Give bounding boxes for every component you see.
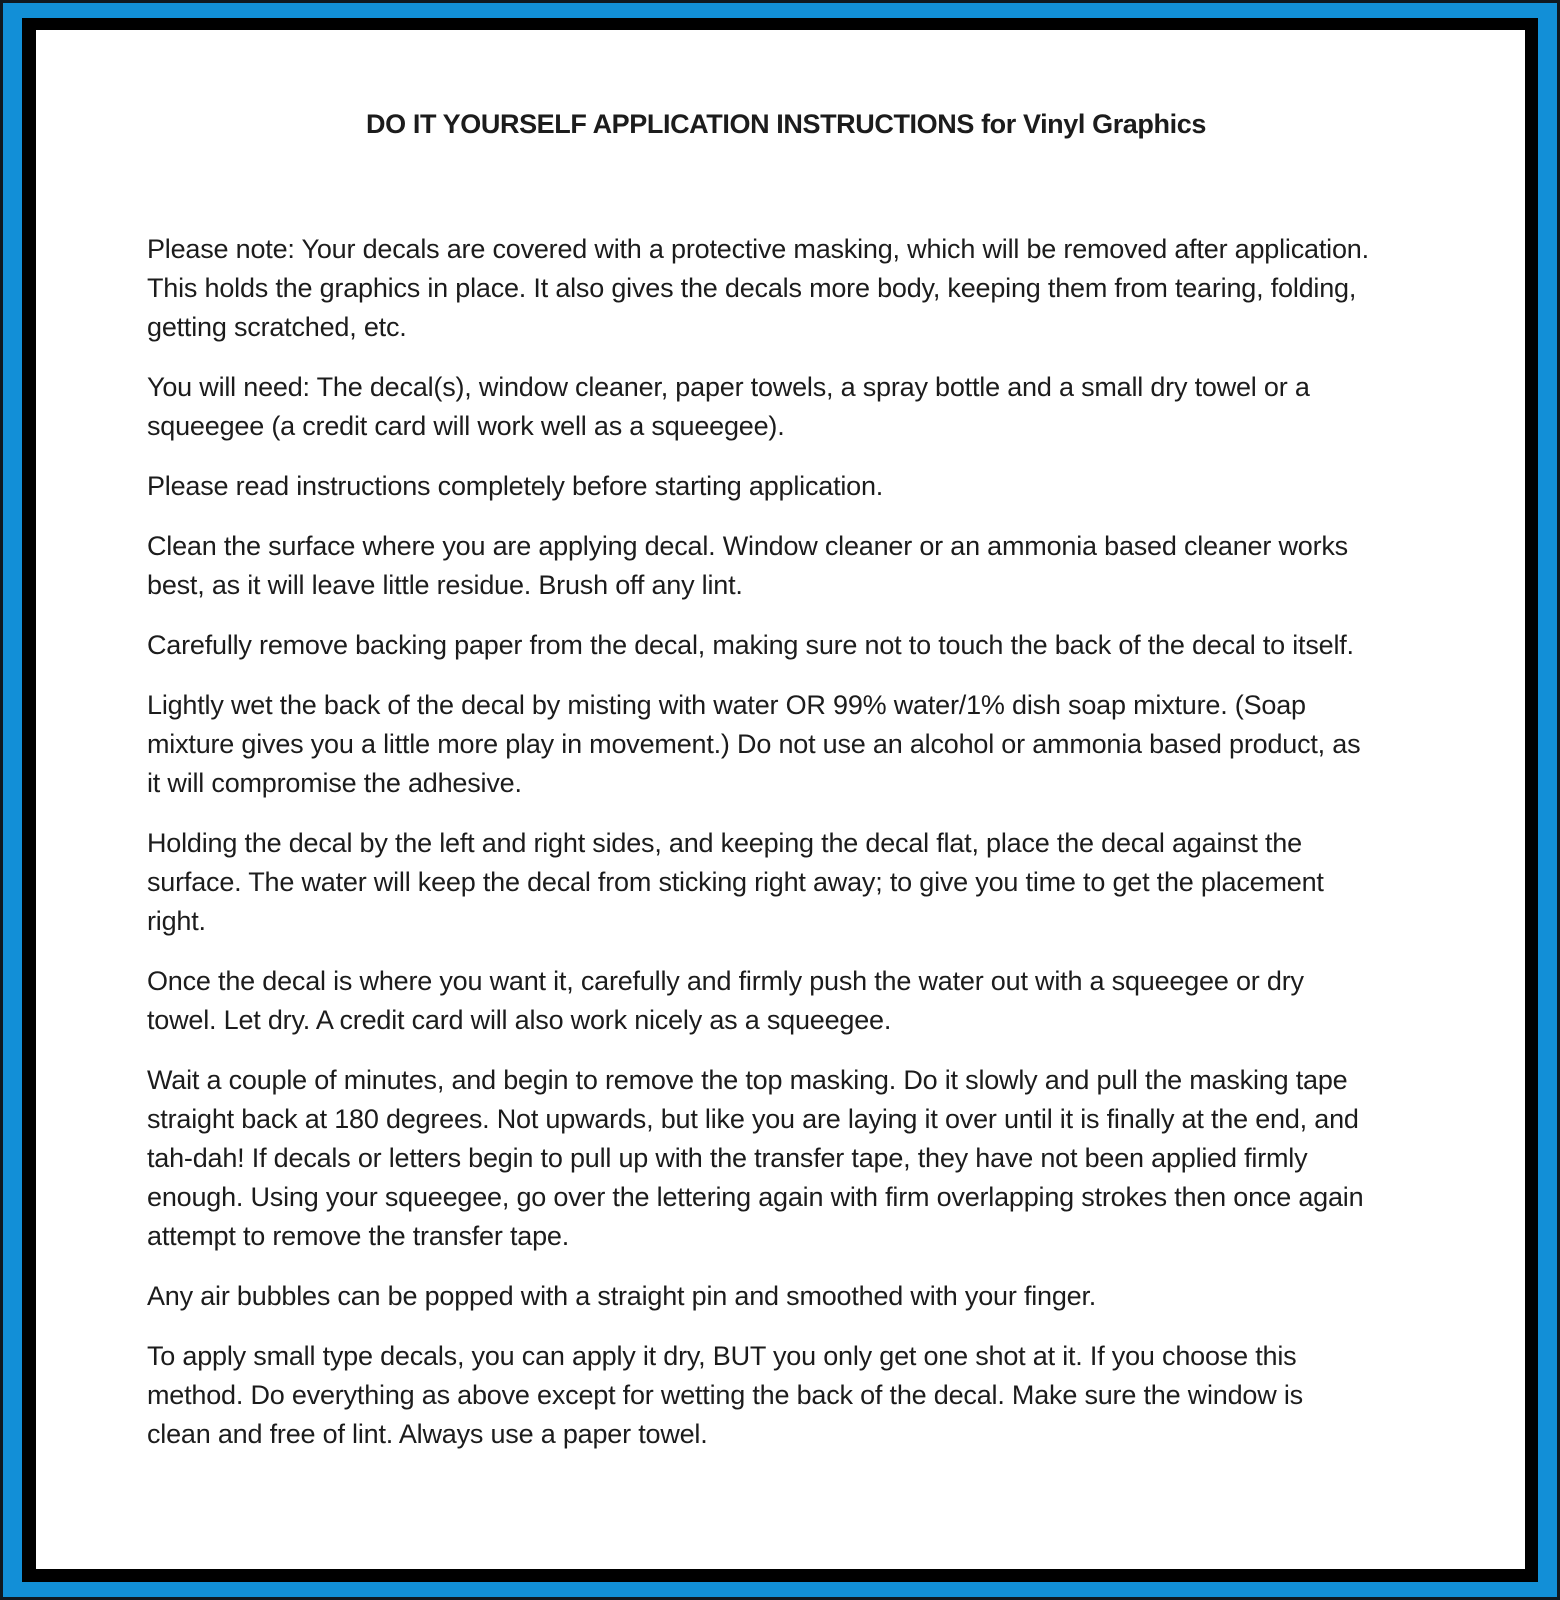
paragraph-line: This holds the graphics in place. It also gives the decals more body, keeping them from tearing, folding, xyxy=(147,273,1357,303)
paragraph-line: Once the decal is where you want it, carefully and firmly push the water out with a squeegee or dry xyxy=(147,966,1304,996)
paragraph-line: right. xyxy=(147,906,206,936)
paragraph-line: tah-dah! If decals or letters begin to pull up with the transfer tape, they have not been applied firmly xyxy=(147,1143,1308,1173)
paragraph-line: best, as it will leave little residue. Brush off any lint. xyxy=(147,570,743,600)
paragraph-line: straight back at 180 degrees. Not upwards, but like you are laying it over until it is finally at the end, and xyxy=(147,1104,1359,1134)
paragraph xyxy=(147,626,1435,665)
paragraph-line: method. Do everything as above except for wetting the back of the decal. Make sure the window is xyxy=(147,1380,1303,1410)
paragraph xyxy=(147,527,1435,605)
paragraph-line: Lightly wet the back of the decal by misting with water OR 99% water/1% dish soap mixture. (Soap xyxy=(147,690,1306,720)
page-title: DO IT YOURSELF APPLICATION INSTRUCTIONS for Vinyl Graphics xyxy=(366,109,1206,139)
paragraph-line: Wait a couple of minutes, and begin to remove the top masking. Do it slowly and pull the masking tape xyxy=(147,1065,1348,1095)
paragraph-line: towel. Let dry. A credit card will also work nicely as a squeegee. xyxy=(147,1005,892,1035)
paragraph-line: mixture gives you a little more play in movement.) Do not use an alcohol or ammonia based product, as xyxy=(147,729,1361,759)
instruction-paragraphs xyxy=(147,230,1435,1454)
paragraph-line: Please read instructions completely before starting application. xyxy=(147,471,884,501)
paragraph xyxy=(147,1337,1435,1454)
paragraph xyxy=(147,230,1435,347)
paragraph xyxy=(147,686,1435,803)
paragraph xyxy=(147,962,1435,1040)
paragraph-line: surface. The water will keep the decal from sticking right away; to give you time to get the placement xyxy=(147,867,1324,897)
paragraph xyxy=(147,368,1435,446)
paragraph-line: it will compromise the adhesive. xyxy=(147,768,522,798)
paragraph-line: getting scratched, etc. xyxy=(147,312,407,342)
paragraph xyxy=(147,1061,1435,1256)
paragraph-line: attempt to remove the transfer tape. xyxy=(147,1221,570,1251)
paragraph-line: Holding the decal by the left and right sides, and keeping the decal flat, place the decal against the xyxy=(147,828,1302,858)
paragraph-line: Any air bubbles can be popped with a straight pin and smoothed with your finger. xyxy=(147,1281,1097,1311)
blue-frame xyxy=(3,3,1557,1597)
paragraph-line: To apply small type decals, you can apply it dry, BUT you only get one shot at it. If you choose this xyxy=(147,1341,1297,1371)
paragraph-line: Carefully remove backing paper from the decal, making sure not to touch the back of the decal to itself. xyxy=(147,630,1354,660)
paragraph-line: clean and free of lint. Always use a paper towel. xyxy=(147,1419,708,1449)
paragraph xyxy=(147,467,1435,506)
paragraph-line: squeegee (a credit card will work well as a squeegee). xyxy=(147,411,785,441)
paragraph-line: You will need: The decal(s), window cleaner, paper towels, a spray bottle and a small dry towel or a xyxy=(147,372,1310,402)
paragraph-line: enough. Using your squeegee, go over the lettering again with firm overlapping strokes then once again xyxy=(147,1182,1364,1212)
paragraph-line: Please note: Your decals are covered with a protective masking, which will be removed after application. xyxy=(147,234,1369,264)
paragraph-line: Clean the surface where you are applying decal. Window cleaner or an ammonia based cleaner works xyxy=(147,531,1348,561)
paragraph xyxy=(147,824,1435,941)
document-page xyxy=(36,30,1525,1569)
paragraph xyxy=(147,1277,1435,1316)
black-frame xyxy=(22,18,1538,1582)
